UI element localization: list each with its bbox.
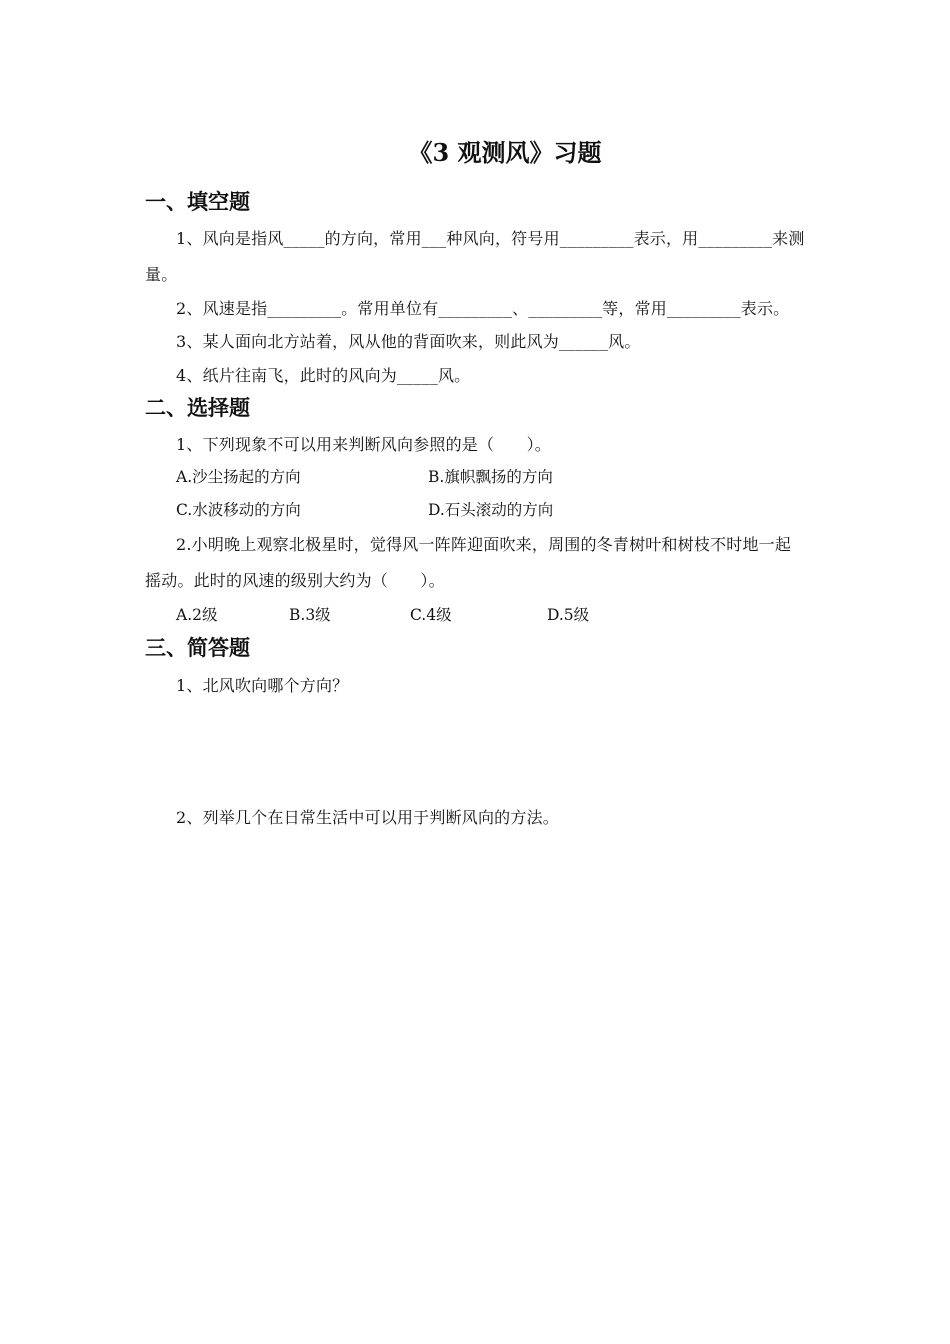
choice-2-option-b: B.3级 bbox=[289, 606, 331, 624]
fill-question-1-line-2: 量。 bbox=[145, 265, 178, 284]
section-heading-fill: 一、填空题 bbox=[145, 189, 250, 214]
choice-2-option-d: D.5级 bbox=[547, 606, 590, 624]
short-question-2: 2、列举几个在日常生活中可以用于判断风向的方法。 bbox=[176, 808, 559, 827]
fill-question-3: 3、某人面向北方站着，风从他的背面吹来，则此风为______风。 bbox=[176, 332, 641, 351]
page-title: 《3 观测风》习题 bbox=[408, 138, 602, 167]
choice-question-2-line-2: 摇动。此时的风速的级别大约为（ ）。 bbox=[145, 571, 445, 590]
choice-1-option-b: B.旗帜飘扬的方向 bbox=[428, 468, 553, 486]
choice-1-option-a: A.沙尘扬起的方向 bbox=[176, 468, 301, 486]
section-heading-short: 三、简答题 bbox=[145, 635, 250, 660]
choice-1-option-d: D.石头滚动的方向 bbox=[428, 501, 554, 519]
fill-question-1-line-1: 1、风向是指风_____的方向，常用___种风向，符号用_________表示，用_________来测 bbox=[176, 229, 805, 248]
choice-question-1: 1、下列现象不可以用来判断风向参照的是（ ）。 bbox=[176, 435, 551, 454]
choice-2-option-a: A.2级 bbox=[176, 606, 218, 624]
choice-1-option-c: C.水波移动的方向 bbox=[176, 501, 301, 519]
section-heading-choice: 二、选择题 bbox=[145, 395, 250, 420]
choice-2-option-c: C.4级 bbox=[410, 606, 452, 624]
fill-question-2: 2、风速是指_________。常用单位有_________、_________等，常用_________表示。 bbox=[176, 299, 790, 318]
fill-question-4: 4、纸片往南飞，此时的风向为_____风。 bbox=[176, 366, 471, 385]
short-question-1: 1、北风吹向哪个方向？ bbox=[176, 676, 349, 695]
choice-question-2-line-1: 2.小明晚上观察北极星时，觉得风一阵阵迎面吹来，周围的冬青树叶和树枝不时地一起 bbox=[176, 535, 792, 554]
